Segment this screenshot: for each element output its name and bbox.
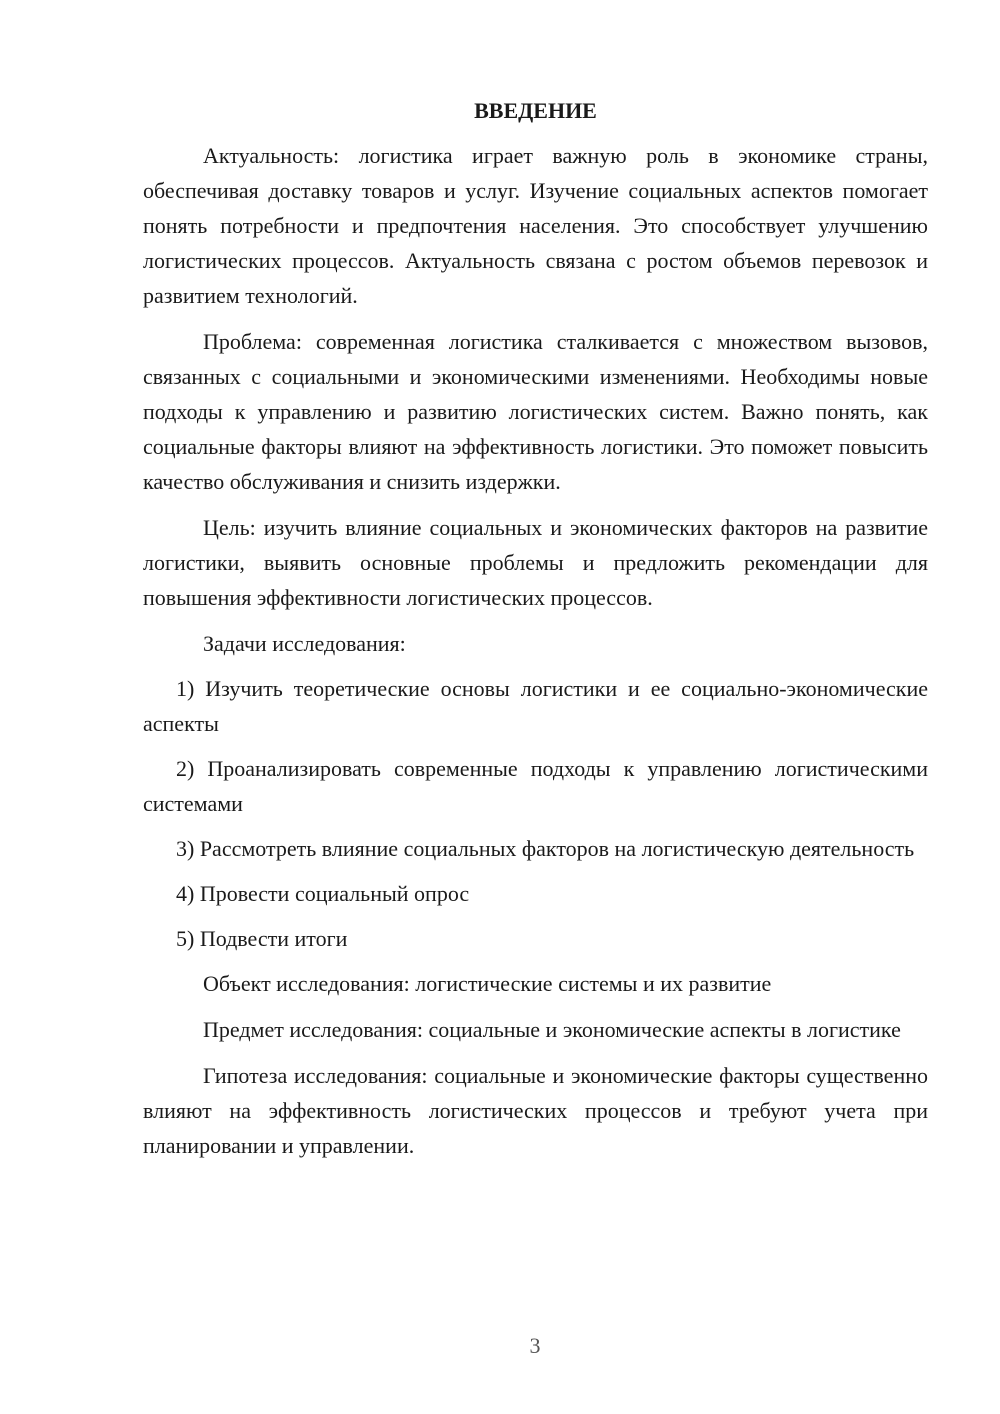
paragraph-relevance: Актуальность: логистика играет важную роль в экономике страны, обеспечивая доставку товаров и услуг. Изучение социальных аспектов помогает понять потребности и предпочтения населения. Это способствует улучшению логистических процессов. Актуальность связана с ростом объемов перевозок и развитием технологий.	[143, 143, 928, 308]
paragraph-problem: Проблема: современная логистика сталкивается с множеством вызовов, связанных с социальными и экономическими изменениями. Необходимы новые подходы к управлению и развитию логистических систем. Важно понять, как социальные факторы влияют на эффективность логистики. Это поможет повысить качество обслуживания и снизить издержки.	[143, 329, 928, 494]
tasks-heading: Задачи исследования:	[203, 631, 406, 656]
paragraph-goal: Цель: изучить влияние социальных и экономических факторов на развитие логистики, выявить основные проблемы и предложить рекомендации для повышения эффективности логистических процессов.	[143, 515, 928, 610]
page-title: ВВЕДЕНИЕ	[474, 98, 597, 123]
page-number: 3	[529, 1333, 541, 1358]
task-item-4: 4) Провести социальный опрос	[176, 881, 470, 906]
page-content	[143, 93, 928, 1174]
research-hypothesis: Гипотеза исследования: социальные и экономические факторы существенно влияют на эффективность логистических процессов и требуют учета при планировании и управлении.	[143, 1063, 928, 1158]
research-object: Объект исследования: логистические системы и их развитие	[203, 971, 772, 996]
task-item-1: 1) Изучить теоретические основы логистики и ее социально-экономические аспекты	[143, 676, 928, 736]
task-item-2: 2) Проанализировать современные подходы к управлению логистическими системами	[143, 756, 928, 816]
task-item-5: 5) Подвести итоги	[176, 926, 348, 951]
research-subject: Предмет исследования: социальные и экономические аспекты в логистике	[203, 1017, 901, 1042]
task-item-3: 3) Рассмотреть влияние социальных факторов на логистическую деятельность	[176, 836, 915, 861]
